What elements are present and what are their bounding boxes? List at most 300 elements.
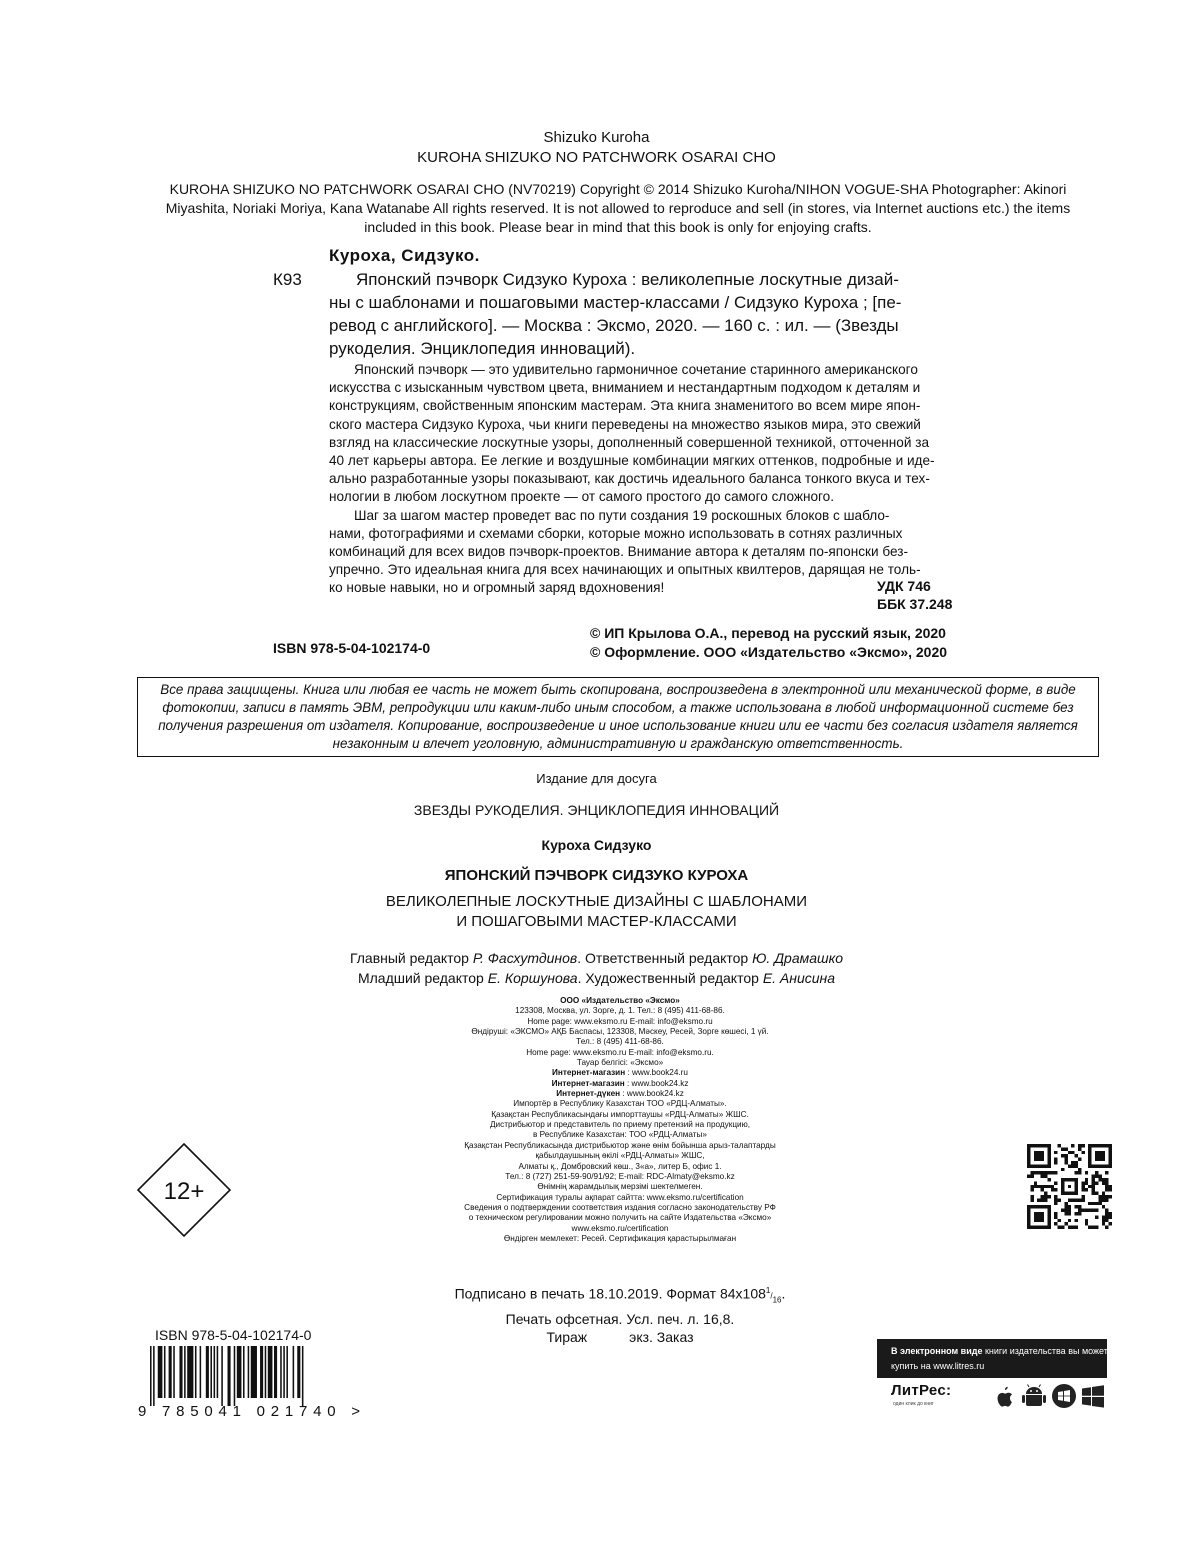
qr-module xyxy=(1085,1188,1088,1191)
qr-module xyxy=(1085,1171,1088,1174)
qr-module xyxy=(1041,1195,1044,1198)
publisher-text: Өндірген мемлекет: Ресей. Сертификация қарастырылмаған xyxy=(503,1233,737,1243)
qr-module xyxy=(1068,1219,1071,1222)
qr-module xyxy=(1105,1195,1108,1198)
qr-module xyxy=(1095,1226,1098,1229)
annotation-line: нологии в любом лоскутном проекте — от самого простого до самого сложного. xyxy=(329,489,835,505)
qr-module xyxy=(1044,1195,1047,1198)
qr-module xyxy=(1051,1171,1054,1174)
qr-module xyxy=(1064,1222,1067,1225)
bibliographic-description xyxy=(329,268,979,360)
bibliographic-line: Японский пэчворк Сидзуко Куроха : великолепные лоскутные дизай- xyxy=(356,270,899,289)
editors-line xyxy=(0,968,1193,988)
qr-module xyxy=(1081,1185,1084,1188)
barcode-bar xyxy=(228,1346,231,1406)
editor-name: Ю. Драмашко xyxy=(752,950,844,966)
publisher-line xyxy=(420,1110,820,1120)
qr-module xyxy=(1047,1195,1050,1198)
qr-module xyxy=(1041,1175,1044,1178)
signed-text: Подписано в печать 18.10.2019. Формат 84x108 xyxy=(454,1285,766,1302)
publisher-text: Сведения о подтверждении соответствия издания согласно законодательству РФ xyxy=(464,1202,776,1212)
publisher-line xyxy=(420,1224,820,1234)
qr-module xyxy=(1102,1181,1105,1184)
publisher-text: Алматы қ., Домбровский көш., 3«а», литер Б, офис 1. xyxy=(518,1161,722,1171)
litres-banner-link: купить на www.litres.ru xyxy=(891,1361,985,1371)
qr-module xyxy=(1085,1181,1088,1184)
qr-module xyxy=(1098,1202,1101,1205)
qr-module xyxy=(1098,1178,1101,1181)
barcode-bar xyxy=(243,1346,245,1398)
qr-module xyxy=(1092,1178,1095,1181)
publisher-text: 123308, Москва, ул. Зорге, д. 1. Тел.: 8 (495) 411-68-86. xyxy=(515,1006,725,1016)
qr-module xyxy=(1075,1198,1078,1201)
qr-module xyxy=(1034,1171,1037,1174)
publisher-text: Қазақстан Республикасында дистрибьютор және өнім бойынша арыз-талаптарды xyxy=(464,1140,776,1150)
qr-module xyxy=(1081,1209,1084,1212)
copyright-translation: © ИП Крылова О.А., перевод на русский язык, 2020 xyxy=(590,625,946,641)
rights-line: фотокопии, записи в память ЭВМ, репродукции или каким-либо иным способом, а также использована в любой информационной системе без xyxy=(162,700,1074,715)
qr-module xyxy=(1105,1215,1108,1218)
bibliographic-author: Куроха, Сидзуко. xyxy=(329,246,480,265)
barcode-bar xyxy=(293,1346,295,1398)
qr-module xyxy=(1105,1212,1108,1215)
apple-icon xyxy=(998,1387,1012,1407)
print-line: Печать офсетная. Усл. печ. л. 16,8. xyxy=(505,1310,735,1327)
qr-module xyxy=(1102,1205,1105,1208)
edition-type: Издание для досуга xyxy=(536,771,657,786)
qr-module xyxy=(1041,1171,1044,1174)
qr-module xyxy=(1071,1161,1074,1164)
annotation-line: упречно. Это идеальная книга для всех начинающих и опытных квилтеров, дарящая не толь- xyxy=(329,562,921,578)
qr-module xyxy=(1058,1144,1061,1147)
qr-module xyxy=(1071,1144,1074,1147)
barcode-bar xyxy=(286,1346,288,1398)
qr-module xyxy=(1068,1226,1071,1229)
qr-module xyxy=(1068,1198,1071,1201)
qr-module xyxy=(1105,1219,1108,1222)
qr-module xyxy=(1081,1151,1084,1154)
qr-module xyxy=(1061,1147,1064,1150)
qr-module xyxy=(1102,1219,1105,1222)
publisher-label: Интернет-магазин xyxy=(552,1068,626,1078)
qr-module xyxy=(1064,1202,1067,1205)
qr-module xyxy=(1034,1212,1044,1222)
publisher-text: Сертификация туралы ақпарат сайтта: www.eksmo.ru/certification xyxy=(496,1192,744,1202)
qr-module xyxy=(1068,1151,1071,1154)
publisher-line xyxy=(420,1151,820,1161)
qr-module xyxy=(1047,1171,1050,1174)
publisher-text: Дистрибьютор и представитель по приему претензий на продукцию, xyxy=(490,1120,750,1130)
qr-module xyxy=(1044,1198,1047,1201)
author-code: К93 xyxy=(273,270,302,289)
qr-module xyxy=(1030,1185,1033,1188)
barcode-bar xyxy=(268,1346,273,1398)
qr-module xyxy=(1092,1175,1095,1178)
publisher-text: : www.book24.kz xyxy=(624,1078,689,1088)
qr-module xyxy=(1078,1198,1081,1201)
publisher-text: Тел.: 8 (495) 411-68-86. xyxy=(576,1037,664,1047)
publisher-line xyxy=(420,1162,820,1172)
qr-module xyxy=(1092,1209,1095,1212)
qr-module xyxy=(1081,1181,1084,1184)
qr-module xyxy=(1095,1192,1098,1195)
qr-module xyxy=(1071,1226,1074,1229)
publisher-text: Өндіруші: «ЭКСМО» АҚБ Баспасы, 123308, Мәскеу, Ресей, Зорге көшесі, 1 үй. xyxy=(471,1027,769,1037)
barcode-bar xyxy=(184,1346,186,1398)
qr-module xyxy=(1047,1185,1050,1188)
qr-module xyxy=(1034,1151,1044,1161)
qr-module xyxy=(1102,1192,1105,1195)
qr-module xyxy=(1092,1192,1095,1195)
qr-module xyxy=(1085,1222,1088,1225)
qr-module xyxy=(1088,1226,1091,1229)
qr-module xyxy=(1061,1209,1064,1212)
copyright-design: © Оформление. ООО «Издательство «Эксмо», 2020 xyxy=(590,644,948,660)
qr-module xyxy=(1037,1185,1040,1188)
editor-role: . Ответственный редактор xyxy=(577,950,753,966)
publisher-line xyxy=(420,1172,820,1182)
qr-module xyxy=(1054,1188,1057,1191)
qr-module xyxy=(1075,1161,1078,1164)
qr-module xyxy=(1105,1185,1108,1188)
qr-module xyxy=(1102,1178,1105,1181)
qr-module xyxy=(1030,1195,1033,1198)
original-title: KUROHA SHIZUKO NO PATCHWORK OSARAI CHO xyxy=(417,149,776,166)
qr-module xyxy=(1105,1171,1108,1174)
qr-module xyxy=(1081,1144,1084,1147)
qr-module xyxy=(1098,1175,1101,1178)
barcode-bar xyxy=(200,1346,202,1398)
publisher-line xyxy=(420,1027,820,1037)
qr-module xyxy=(1044,1171,1047,1174)
publisher-text: Қазақстан Республикасындағы импорттаушы «РДЦ-Алматы» ЖШС. xyxy=(491,1109,749,1119)
annotation-line: взгляд на классические лоскутные узоры, дополненный совершенной техникой, отточенной за xyxy=(329,434,930,450)
barcode-bar xyxy=(217,1346,219,1398)
publisher-label: Интернет-магазин xyxy=(551,1078,625,1088)
qr-module xyxy=(1105,1198,1108,1201)
series-title: ЗВЕЗДЫ РУКОДЕЛИЯ. ЭНЦИКЛОПЕДИЯ ИННОВАЦИЙ xyxy=(413,802,780,818)
barcode-isbn: ISBN 978-5-04-102174-0 xyxy=(155,1327,312,1343)
qr-module xyxy=(1044,1175,1047,1178)
barcode-bar xyxy=(153,1346,155,1406)
qr-module xyxy=(1044,1192,1047,1195)
annotation-line: ально разработанные узоры показывают, как достичь идеального баланса тонкого вкуса и тех- xyxy=(329,471,930,487)
qr-module xyxy=(1051,1188,1054,1191)
qr-code xyxy=(1027,1144,1112,1229)
qr-module xyxy=(1054,1198,1057,1201)
litres-slogan: один клик до книг xyxy=(893,1401,934,1407)
editor-name: Е. Коршунова xyxy=(487,970,578,986)
annotation-line: Японский пэчворк — это удивительно гармоничное сочетание старинного американского xyxy=(354,362,918,377)
bibliographic-line: рукоделия. Энциклопедия инноваций). xyxy=(329,339,636,358)
barcode-bar xyxy=(237,1346,242,1398)
qr-module xyxy=(1068,1212,1071,1215)
editor-name: Р. Фасхутдинов xyxy=(472,950,578,966)
barcode xyxy=(138,1346,360,1418)
barcode-bar xyxy=(283,1346,285,1398)
qr-module xyxy=(1054,1212,1057,1215)
qr-module xyxy=(1095,1202,1098,1205)
publisher-text: Тауар белгісі: «Эксмо» xyxy=(576,1058,664,1068)
qr-module xyxy=(1078,1158,1081,1161)
qr-module xyxy=(1047,1178,1050,1181)
copyright-ru xyxy=(590,624,980,662)
classification-codes xyxy=(877,577,977,613)
qr-module xyxy=(1078,1168,1081,1171)
qr-module xyxy=(1095,1175,1098,1178)
qr-module xyxy=(1075,1226,1078,1229)
qr-module xyxy=(1088,1185,1091,1188)
print-info xyxy=(420,1282,820,1347)
publisher-text: : www.book24.ru xyxy=(625,1068,688,1078)
imprint-title: ЯПОНСКИЙ ПЭЧВОРК СИДЗУКО КУРОХА xyxy=(444,867,749,884)
qr-module xyxy=(1078,1147,1081,1150)
qr-module xyxy=(1058,1198,1061,1201)
annotation-line: ко новые навыки, но и огромный заряд вдохновения! xyxy=(329,580,665,596)
qr-module xyxy=(1058,1226,1061,1229)
qr-module xyxy=(1041,1185,1044,1188)
qr-module xyxy=(1085,1178,1088,1181)
barcode-bar xyxy=(221,1346,223,1406)
qr-module xyxy=(1030,1171,1033,1174)
litres-logo: ЛитРес: xyxy=(891,1382,952,1399)
barcode-bar xyxy=(302,1346,304,1406)
publisher-info xyxy=(420,996,820,1244)
qr-module xyxy=(1102,1195,1105,1198)
rights-line: Все права защищены. Книга или любая ее часть не может быть скопирована, воспроизведена в электронной или механической форме, в виде xyxy=(160,682,1076,697)
qr-module xyxy=(1081,1188,1084,1191)
qr-module xyxy=(1068,1209,1071,1212)
qr-module xyxy=(1092,1202,1095,1205)
publisher-line xyxy=(420,1182,820,1192)
barcode-bar xyxy=(158,1346,163,1398)
qr-module xyxy=(1075,1164,1078,1167)
rights-line: незаконным и влечет уголовную, административную и гражданскую ответственность. xyxy=(332,736,904,751)
barcode-bar xyxy=(260,1346,263,1398)
editor-role: Главный редактор xyxy=(349,950,473,966)
barcode-bar xyxy=(150,1346,152,1406)
qr-module xyxy=(1054,1195,1057,1198)
publisher-line xyxy=(420,1193,820,1203)
qr-module xyxy=(1078,1144,1081,1147)
qr-module xyxy=(1092,1188,1095,1191)
qr-module xyxy=(1081,1198,1084,1201)
publisher-line xyxy=(420,1234,820,1244)
qr-module xyxy=(1078,1171,1081,1174)
barcode-digits: 9 785041 021740 > xyxy=(138,1403,360,1418)
litres-banner-bold: В электронном виде xyxy=(891,1346,983,1356)
qr-module xyxy=(1054,1215,1057,1218)
qr-module xyxy=(1041,1198,1044,1201)
annotation-line: Шаг за шагом мастер проведет вас по пути создания 19 роскошных блоков с шабло- xyxy=(354,507,890,523)
qr-module xyxy=(1064,1205,1067,1208)
qr-module xyxy=(1109,1185,1112,1188)
signed-line: Подписано в печать 18.10.2019. Формат $84x108^1/_{16}$. xyxy=(454,1285,786,1305)
qr-module xyxy=(1105,1178,1108,1181)
original-copyright xyxy=(138,180,1098,237)
barcode-bar xyxy=(179,1346,182,1398)
qr-module xyxy=(1068,1185,1071,1188)
qr-module xyxy=(1075,1171,1078,1174)
qr-module xyxy=(1109,1215,1112,1218)
copyright-line: Miyashita, Noriaki Moriya, Kana Watanabe All rights reserved. It is not allowed to reproduce and sell (in stores, via Internet auctions etc.) the items xyxy=(165,200,1071,216)
qr-module xyxy=(1054,1151,1057,1154)
qr-module xyxy=(1085,1219,1088,1222)
qr-module xyxy=(1064,1161,1067,1164)
qr-module xyxy=(1037,1198,1040,1201)
barcode-bar xyxy=(297,1346,300,1398)
circulation-line xyxy=(420,1328,820,1347)
qr-module xyxy=(1092,1181,1095,1184)
publisher-text: : www.book24.kz xyxy=(620,1089,684,1099)
annotation xyxy=(329,361,979,598)
barcode-bar xyxy=(265,1346,267,1398)
barcode-bar xyxy=(280,1346,282,1398)
barcode-bar xyxy=(206,1346,209,1398)
qr-module xyxy=(1105,1181,1108,1184)
imprint-author: Куроха Сидзуко xyxy=(541,837,652,853)
annotation-line: искусства с изысканным чувством цвета, вниманием и нестандартным подходом к деталям и xyxy=(329,380,921,396)
qr-module xyxy=(1071,1151,1074,1154)
qr-module xyxy=(1030,1198,1033,1201)
bbk-code: ББК 37.248 xyxy=(877,596,953,612)
qr-module xyxy=(1081,1195,1084,1198)
age-rating-badge xyxy=(137,1143,231,1237)
publisher-text: Өнімнің жарамдылық мерзімі шектелмеген. xyxy=(537,1182,703,1192)
qr-module xyxy=(1102,1222,1105,1225)
publisher-line xyxy=(420,1120,820,1130)
barcode-bar xyxy=(248,1346,250,1398)
barcode-bar xyxy=(234,1346,236,1406)
qr-module xyxy=(1061,1226,1064,1229)
publisher-line xyxy=(420,1048,820,1058)
qr-module xyxy=(1078,1209,1081,1212)
qr-module xyxy=(1098,1195,1101,1198)
qr-module xyxy=(1102,1198,1105,1201)
editor-name: Е. Анисина xyxy=(762,970,836,986)
original-author: Shizuko Kuroha xyxy=(543,129,650,146)
publisher-text: қабылдаушының өкілі «РДЦ-Алматы» ЖШС, xyxy=(535,1151,705,1161)
editors-line xyxy=(0,948,1193,968)
circulation-label: Тираж xyxy=(546,1329,588,1346)
qr-module xyxy=(1064,1147,1067,1150)
copyright-line: included in this book. Please bear in mind that this book is only for enjoying crafts. xyxy=(364,219,872,235)
qr-module xyxy=(1078,1205,1081,1208)
barcode-bar xyxy=(164,1346,166,1398)
qr-module xyxy=(1095,1171,1098,1174)
barcode-bar xyxy=(274,1346,277,1398)
qr-module xyxy=(1075,1212,1078,1215)
qr-module xyxy=(1034,1181,1037,1184)
qr-module xyxy=(1071,1164,1074,1167)
publisher-line xyxy=(420,1068,820,1078)
qr-module xyxy=(1064,1154,1067,1157)
format-end: . xyxy=(781,1285,786,1302)
qr-module xyxy=(1092,1185,1095,1188)
bibliographic-line: ревод с английского]. — Москва : Эксмо, 2020. — 160 с. : ил. — (Звезды xyxy=(329,316,899,335)
qr-module xyxy=(1061,1168,1064,1171)
publisher-line xyxy=(420,1099,820,1109)
publisher-text: www.eksmo.ru/certification xyxy=(571,1223,669,1233)
publisher-line xyxy=(420,1017,820,1027)
annotation-line: ского мастера Сидзуко Куроха, чьи книги переведены на множество языков мира, это свежий xyxy=(329,416,921,432)
udk-code: УДК 746 xyxy=(877,578,931,594)
qr-module xyxy=(1051,1185,1054,1188)
format-numerator: 1 xyxy=(765,1286,771,1295)
qr-module xyxy=(1054,1222,1057,1225)
publisher-line xyxy=(420,1037,820,1047)
qr-module xyxy=(1064,1209,1067,1212)
qr-module xyxy=(1088,1202,1091,1205)
barcode-bar xyxy=(214,1346,216,1398)
copyright-line: KUROHA SHIZUKO NO PATCHWORK OSARAI CHO (NV70219) Copyright © 2014 Shizuko Kuroha/NIHON VOGUE-SHA Photographer: Akinori xyxy=(169,181,1067,197)
qr-module xyxy=(1030,1188,1033,1191)
qr-module xyxy=(1071,1198,1074,1201)
qr-module xyxy=(1109,1212,1112,1215)
qr-module xyxy=(1054,1181,1057,1184)
litres-banner-text: книги издательства вы можете xyxy=(982,1346,1113,1356)
qr-module xyxy=(1075,1205,1078,1208)
publisher-line xyxy=(420,1130,820,1140)
barcode-bar xyxy=(195,1346,197,1398)
qr-module xyxy=(1105,1226,1108,1229)
litres-banner xyxy=(877,1339,1113,1378)
isbn: ISBN 978-5-04-102174-0 xyxy=(273,640,431,656)
qr-module xyxy=(1054,1202,1057,1205)
publisher-text: Home page: www.eksmo.ru E-mail: info@eksmo.ru. xyxy=(526,1047,714,1057)
qr-module xyxy=(1098,1198,1101,1201)
qr-module xyxy=(1109,1188,1112,1191)
publisher-text: в Республике Казахстан: ТОО «РДЦ-Алматы» xyxy=(533,1130,707,1140)
qr-module xyxy=(1064,1158,1067,1161)
qr-module xyxy=(1088,1209,1091,1212)
barcode-bar xyxy=(210,1346,212,1398)
publisher-line xyxy=(420,1089,820,1099)
qr-module xyxy=(1075,1154,1078,1157)
barcode-bar xyxy=(187,1346,193,1398)
qr-module xyxy=(1037,1171,1040,1174)
editor-role: . Художественный редактор xyxy=(577,970,763,986)
bibliographic-line: ны с шаблонами и пошаговыми мастер-классами / Сидзуко Куроха ; [пе- xyxy=(329,293,902,312)
barcode-bar xyxy=(169,1346,172,1398)
qr-module xyxy=(1095,1181,1098,1184)
qr-module xyxy=(1068,1164,1071,1167)
qr-module xyxy=(1034,1185,1037,1188)
qr-module xyxy=(1078,1212,1081,1215)
qr-module xyxy=(1092,1226,1095,1229)
publisher-line xyxy=(420,1079,820,1089)
qr-module xyxy=(1054,1158,1057,1161)
windows-phone-icon xyxy=(1052,1384,1076,1408)
qr-module xyxy=(1095,1209,1098,1212)
qr-module xyxy=(1041,1188,1044,1191)
qr-module xyxy=(1064,1212,1067,1215)
qr-module xyxy=(1044,1185,1047,1188)
publisher-text: Тел.: 8 (727) 251-59-90/91/92; E-mail: RDC-Almaty@eksmo.kz xyxy=(505,1171,735,1181)
publisher-text: Home page: www.eksmo.ru E-mail: info@eksmo.ru xyxy=(527,1016,713,1026)
publisher-line xyxy=(420,1203,820,1213)
annotation-line: конструкциям, свойственным японским мастерам. Эта книга знаменитого во всем мире япон- xyxy=(329,398,921,414)
annotation-line: комбинаций для всех видов пэчворк-проектов. Внимание автора к деталям по-японски без- xyxy=(329,544,908,560)
qr-module xyxy=(1027,1175,1030,1178)
windows-icon xyxy=(1082,1385,1104,1407)
publisher-text: ООО «Издательство «Эксмо» xyxy=(560,996,680,1005)
annotation-line: 40 лет карьеры автора. Ее легкие и воздушные комбинации мягких оттенков, подробные и иде- xyxy=(329,453,935,469)
qr-module xyxy=(1054,1171,1057,1174)
android-icon xyxy=(1022,1385,1046,1407)
qr-module xyxy=(1054,1161,1057,1164)
qr-module xyxy=(1109,1195,1112,1198)
